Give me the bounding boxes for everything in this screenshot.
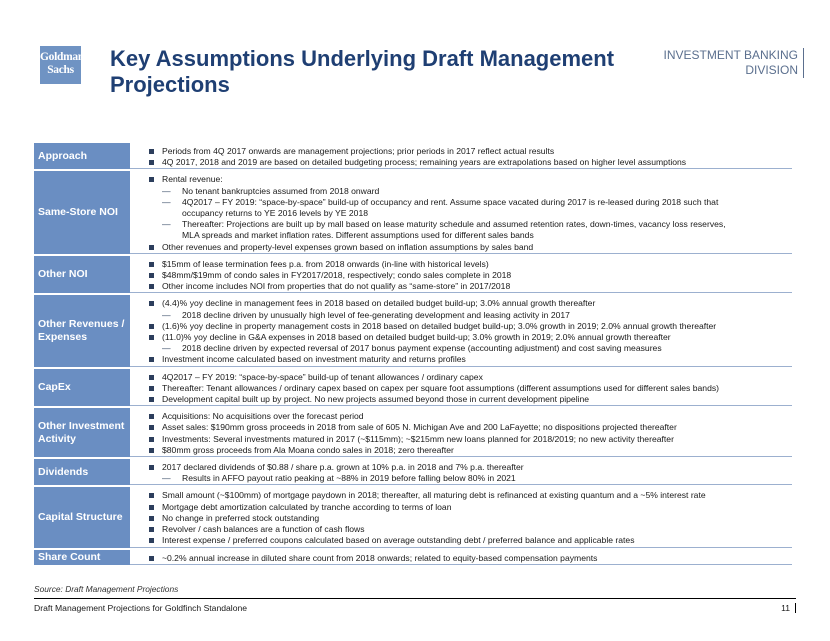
row-label-text: Capital Structure	[38, 510, 123, 523]
bullet-item: Other income includes NOI from properties that do not qualify as “same-store” in 2017/2018	[148, 281, 792, 292]
row-label	[34, 295, 130, 366]
row-label	[34, 143, 130, 169]
row-content	[130, 143, 792, 169]
company-logo	[40, 46, 84, 84]
row-label-text: Same-Store NOI	[38, 206, 118, 219]
bullet-item: $48mm/$19mm of condo sales in FY2017/2018, respectively; condo sales complete in 2018	[148, 270, 792, 281]
row-content	[130, 459, 792, 485]
bullet-item: Other revenues and property-level expenses grown based on inflation assumptions by sales band	[148, 242, 792, 253]
continuation-line: MLA spreads and market inflation rates. Different assumptions used for different sales bands	[182, 230, 534, 241]
bullet-item: $15mm of lease termination fees p.a. from 2018 onwards (in-line with historical levels)	[148, 259, 792, 270]
bullet-item: Investments: Several investments matured in 2017 (~$115mm); ~$215mm new loans planned for 2018/2019; no new activity thereafter	[148, 434, 792, 445]
bullet-item: (4.4)% yoy decline in management fees in 2018 based on detailed budget build-up; 3.0% annual growth thereafter	[148, 298, 792, 309]
row-label-text: Approach	[38, 149, 88, 162]
footer-text: Draft Management Projections for Goldfinch Standalone	[34, 603, 248, 613]
row-content	[130, 550, 792, 565]
sub-bullet-item: — 4Q2017 – FY 2019: “space-by-space” build-up of occupancy and rent. Assume space vacated during 2017 is re-leased during 2018 such that	[148, 197, 792, 208]
bullet-item: Investment income calculated based on investment maturity and returns profiles	[148, 354, 792, 365]
row-label	[34, 408, 130, 457]
sub-bullet-item: — 2018 decline driven by expected reversal of 2017 bonus payment expense (accounting adjustment) and cost saving measures	[148, 343, 792, 354]
table-row	[34, 143, 792, 171]
row-label	[34, 487, 130, 547]
row-content	[130, 408, 792, 457]
table-row	[34, 408, 792, 459]
bullet-item: 2017 declared dividends of $0.88 / share p.a. grown at 10% p.a. in 2018 and 7% p.a. thereafter	[148, 462, 792, 473]
table-row	[34, 459, 792, 487]
bullet-item: Development capital built up by project. No new projects assumed beyond those in current development pipeline	[148, 394, 792, 405]
bullet-item: Periods from 4Q 2017 onwards are management projections; prior periods in 2017 reflect actual results	[148, 146, 792, 157]
division-line-2: DIVISION	[745, 63, 798, 77]
row-content	[130, 369, 792, 407]
row-label-text: Expenses	[38, 331, 88, 344]
row-label	[34, 369, 130, 407]
division-line-1: INVESTMENT BANKING	[663, 48, 798, 62]
bullet-item: Thereafter: Tenant allowances / ordinary capex based on capex per square foot assumptions (different assumptions used for different sales bands)	[148, 383, 792, 394]
assumptions-table	[34, 143, 792, 567]
bullet-item: (1.6)% yoy decline in property management costs in 2018 based on detailed budget build-up; 3.0% growth in 2019; 2.0% annual growth thereafter	[148, 321, 792, 332]
row-label-text: Other Revenues /	[38, 318, 125, 331]
sub-bullet-item: — No tenant bankruptcies assumed from 2018 onward	[148, 186, 792, 197]
page-number: 11	[781, 603, 796, 613]
continuation-line: occupancy returns to YE 2016 levels by YE 2018	[182, 208, 368, 219]
bullet-item: Mortgage debt amortization calculated by tranche according to terms of loan	[148, 502, 792, 513]
bullet-item: Rental revenue:	[148, 174, 792, 185]
sub-bullet-item: — Results in AFFO payout ratio peaking at ~88% in 2019 before falling below 80% in 2021	[148, 473, 792, 484]
row-content	[130, 171, 792, 253]
row-label-text: Other NOI	[38, 268, 88, 281]
bullet-item: Interest expense / preferred coupons calculated based on average outstanding debt / preferred balance and applicable rates	[148, 535, 792, 546]
page-title: Key Assumptions Underlying Draft Management Projections	[110, 46, 615, 97]
row-label	[34, 171, 130, 253]
bullet-item: (11.0)% yoy decline in G&A expenses in 2018 based on detailed budget build-up; 3.0% growth in 2019; 2.0% annual growth thereafter	[148, 332, 792, 343]
row-content	[130, 487, 792, 547]
row-label	[34, 550, 130, 565]
row-label-text: Share Count	[38, 550, 101, 563]
row-label-text: Activity	[38, 432, 76, 445]
bullet-item: $80mm gross proceeds from Ala Moana condo sales in 2018; zero thereafter	[148, 445, 792, 456]
table-row	[34, 369, 792, 409]
table-row	[34, 487, 792, 549]
row-content	[130, 295, 792, 366]
logo-line-1: Goldman	[40, 51, 84, 63]
row-label-text: Other Investment	[38, 419, 125, 432]
bullet-item: Asset sales: $190mm gross proceeds in 2018 from sale of 605 N. Michigan Ave and 200 LaFayette; no dispositions projected thereafter	[148, 422, 792, 433]
bullet-item: ~0.2% annual increase in diluted share count from 2018 onwards; related to equity-based compensation payments	[148, 553, 792, 564]
table-row	[34, 256, 792, 296]
row-content	[130, 256, 792, 294]
row-label	[34, 459, 130, 485]
division-label	[634, 48, 804, 78]
row-label-text: Dividends	[38, 465, 89, 478]
table-row	[34, 295, 792, 368]
bullet-item: 4Q 2017, 2018 and 2019 are based on detailed budgeting process; remaining years are extrapolations based on higher level assumptions	[148, 157, 792, 168]
bullet-item: Small amount (~$100mm) of mortgage paydown in 2018; thereafter, all maturing debt is refinanced at existing quantum and a ~5% interest rate	[148, 490, 792, 501]
table-row	[34, 550, 792, 567]
row-label-text: CapEx	[38, 380, 71, 393]
sub-bullet-item: — 2018 decline driven by unusually high level of fee-generating development and leasing activity in 2017	[148, 310, 792, 321]
bullet-item: Revolver / cash balances are a function of cash flows	[148, 524, 792, 535]
table-row	[34, 171, 792, 255]
sub-bullet-item: — Thereafter: Projections are built up by mall based on lease maturity schedule and assumed retention rates, down-times, vacancy loss reserves,	[148, 219, 792, 230]
bullet-item: No change in preferred stock outstanding	[148, 513, 792, 524]
page-footer	[34, 598, 796, 613]
bullet-item: Acquisitions: No acquisitions over the forecast period	[148, 411, 792, 422]
logo-line-2: Sachs	[47, 64, 74, 76]
row-label	[34, 256, 130, 294]
bullet-item: 4Q2017 – FY 2019: “space-by-space” build-up of tenant allowances / ordinary capex	[148, 372, 792, 383]
source-note: Source: Draft Management Projections	[34, 584, 179, 594]
